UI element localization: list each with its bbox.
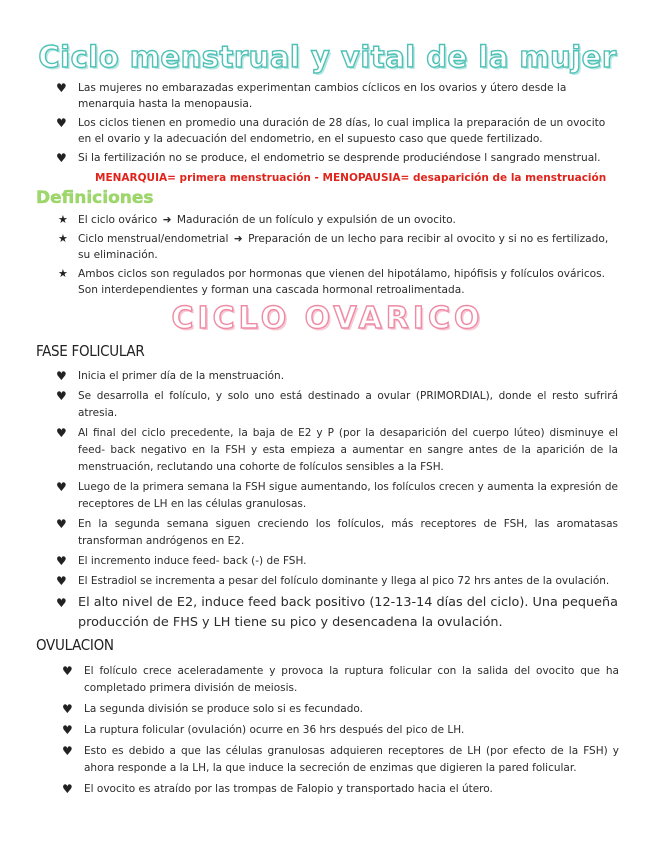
list-item: ♥ La ruptura folicular (ovulación) ocurre en 36 hrs después del pico de LH. xyxy=(84,722,619,739)
list-item: ♥ El alto nivel de E2, induce feed back positivo (12-13-14 días del ciclo). Una pequeña producción de FHS y LH tiene su pico y desencadena la ovulación. xyxy=(78,593,618,633)
definition-term: Ciclo menstrual/endometrial xyxy=(78,233,229,245)
menarquia-note: MENARQUIA= primera menstruación - MENOPAUSIA= desaparición de la menstruación xyxy=(95,172,607,184)
definitions-list xyxy=(78,212,618,301)
fase-folicular-list xyxy=(78,368,618,636)
section-title-ciclo-ovarico: CICLO OVARICO xyxy=(171,301,484,336)
arrow-right-icon: ➜ xyxy=(233,233,243,245)
ovulacion-list xyxy=(84,663,619,802)
intro-list xyxy=(78,80,618,169)
list-item: ♥ El folículo crece aceleradamente y provoca la ruptura folicular con la salida del ovocito que ha completado primera división de meiosis. xyxy=(84,663,619,697)
definition-text: Ambos ciclos son regulados por hormonas que vienen del hipotálamo, hipófisis y folículos ováricos. Son interdependientes y forman una cascada hormonal retroalimentada. xyxy=(78,268,606,296)
list-item: ♥ Esto es debido a que las células granulosas adquieren receptores de LH (por efecto de la FSH) y ahora responde a la LH, la que induce la secreción de enzimas que digieren la pared folicular. xyxy=(84,743,619,777)
definition-text: Preparación de un lecho para recibir al ovocito y si no es fertilizado, su eliminación. xyxy=(78,233,609,261)
list-item: ♥ En la segunda semana siguen creciendo los folículos, más receptores de FSH, las aromatasas transforman andrógenos en E2. xyxy=(78,516,618,550)
list-item: ♥ Inicia el primer día de la menstruación. xyxy=(78,368,618,385)
definition-item xyxy=(78,231,618,263)
list-item: ♥ Al final del ciclo precedente, la baja de E2 y P (por la desaparición del cuerpo lúteo) disminuye el feed- back negativo en la FSH y esta empieza a aumentar en sangre antes de la aparición de la menstruación, reclutando una cohorte de folículos sensibles a la FSH. xyxy=(78,425,618,476)
fase-folicular-heading: FASE FOLICULAR xyxy=(36,342,145,360)
definition-term: El ciclo ovárico xyxy=(78,214,158,226)
list-item: ♥ El Estradiol se incrementa a pesar del folículo dominante y llega al pico 72 hrs antes de la ovulación. xyxy=(78,573,618,590)
arrow-right-icon: ➜ xyxy=(162,214,172,226)
list-item: ♥ El incremento induce feed- back (-) de FSH. xyxy=(78,553,618,570)
definition-text: Maduración de un folículo y expulsión de un ovocito. xyxy=(176,214,456,226)
list-item: ♥ Los ciclos tienen en promedio una duración de 28 días, lo cual implica la preparación de un ovocito en el ovario y la adecuación del endometrio, en el supuesto caso que quede fertilizado. xyxy=(78,115,618,147)
list-item: ♥ La segunda división se produce solo si es fecundado. xyxy=(84,701,619,718)
ovulacion-heading: OVULACION xyxy=(36,636,114,654)
list-item: ♥ Se desarrolla el folículo, y solo uno está destinado a ovular (PRIMORDIAL), donde el resto sufrirá atresia. xyxy=(78,388,618,422)
definition-item xyxy=(78,212,618,228)
list-item: ♥ Luego de la primera semana la FSH sigue aumentando, los folículos crecen y aumenta la expresión de receptores de LH en las células granulosas. xyxy=(78,479,618,513)
list-item: ♥ Las mujeres no embarazadas experimentan cambios cíclicos en los ovarios y útero desde la menarquia hasta la menopausia. xyxy=(78,80,618,112)
list-item: ♥ Si la fertilización no se produce, el endometrio se desprende produciéndose l sangrado menstrual. xyxy=(78,150,618,166)
definition-item xyxy=(78,266,618,298)
page-title: Ciclo menstrual y vital de la mujer xyxy=(38,40,617,74)
list-item: ♥ El ovocito es atraído por las trompas de Falopio y transportado hacia el útero. xyxy=(84,781,619,798)
definitions-heading: Definiciones xyxy=(36,188,154,208)
